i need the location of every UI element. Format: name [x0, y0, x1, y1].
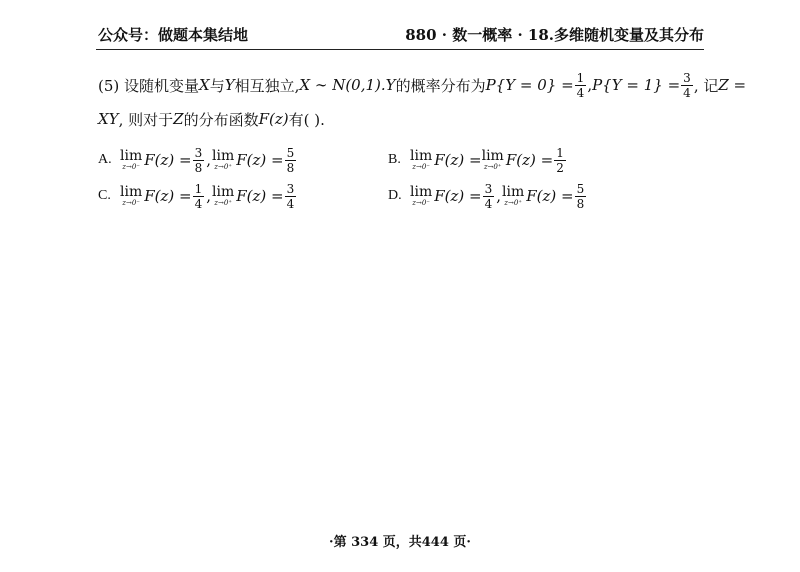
question-text: , 则对于 — [118, 110, 174, 129]
question-text: , 记 — [693, 76, 719, 95]
question-text: 的概率分布为 — [395, 76, 486, 95]
header-chapter: 880 · 数一概率 · 18.多维随机变量及其分布 — [405, 25, 704, 44]
fraction: $\frac{3}{4}$ — [484, 181, 493, 211]
option-c[interactable]: C. lim z→0⁻ F(z) = $\frac{1}{4}$ , lim z→0⁺ F(z) = $\frac{3}{4}$ — [98, 181, 295, 211]
question-line-1 — [98, 68, 747, 102]
question-text: , — [587, 76, 593, 94]
question-text: 相互独立, — [234, 76, 300, 95]
question-text: (5) 设随机变量 — [98, 76, 200, 95]
question-line-2 — [98, 102, 710, 136]
fraction: $\frac{5}{8}$ — [286, 145, 295, 175]
fraction: $\frac{3}{8}$ — [194, 145, 203, 175]
var-z: Z — [173, 110, 184, 128]
options — [98, 142, 710, 214]
option-d[interactable]: D. lim z→0⁻ F(z) = $\frac{3}{4}$ , lim z→0⁺ F(z) = $\frac{5}{8}$ — [388, 181, 585, 211]
fraction: $\frac{3}{4}$ — [683, 70, 691, 100]
z-def: Z = — [718, 76, 747, 94]
prob-expr-0: P{Y = 0} = — [485, 76, 574, 94]
product-xy: XY — [98, 110, 119, 128]
var-y: Y — [224, 76, 235, 94]
fraction: $\frac{3}{4}$ — [286, 181, 295, 211]
var-x: X — [199, 76, 210, 94]
page-header — [98, 22, 704, 46]
distribution-expr: X ∼ N(0,1). — [299, 76, 386, 94]
question-text: 有( ). — [288, 110, 325, 129]
var-y: Y — [385, 76, 396, 94]
option-a[interactable]: A. lim z→0⁻ F(z) = $\frac{3}{8}$ , lim z→0⁺ F(z) = $\frac{5}{8}$ — [98, 145, 295, 175]
option-b[interactable]: B. lim z→0⁻ F(z) = lim z→0⁺ F(z) = $\frac{1}{2}$ — [388, 145, 564, 175]
header-rule — [96, 49, 704, 50]
cdf-expr: F(z) — [258, 110, 289, 128]
fraction: $\frac{5}{8}$ — [576, 181, 585, 211]
fraction: $\frac{1}{4}$ — [194, 181, 203, 211]
fraction: $\frac{1}{4}$ — [576, 70, 585, 100]
question-text: 的分布函数 — [183, 110, 259, 129]
question-block — [98, 68, 747, 214]
page-footer: ·第 334 页，共444 页· — [329, 535, 471, 550]
fraction: $\frac{1}{2}$ — [556, 145, 564, 175]
prob-expr-1: P{Y = 1} = — [592, 76, 681, 94]
header-source: 公众号：做题本集结地 — [98, 25, 249, 44]
question-text: 与 — [209, 76, 225, 95]
